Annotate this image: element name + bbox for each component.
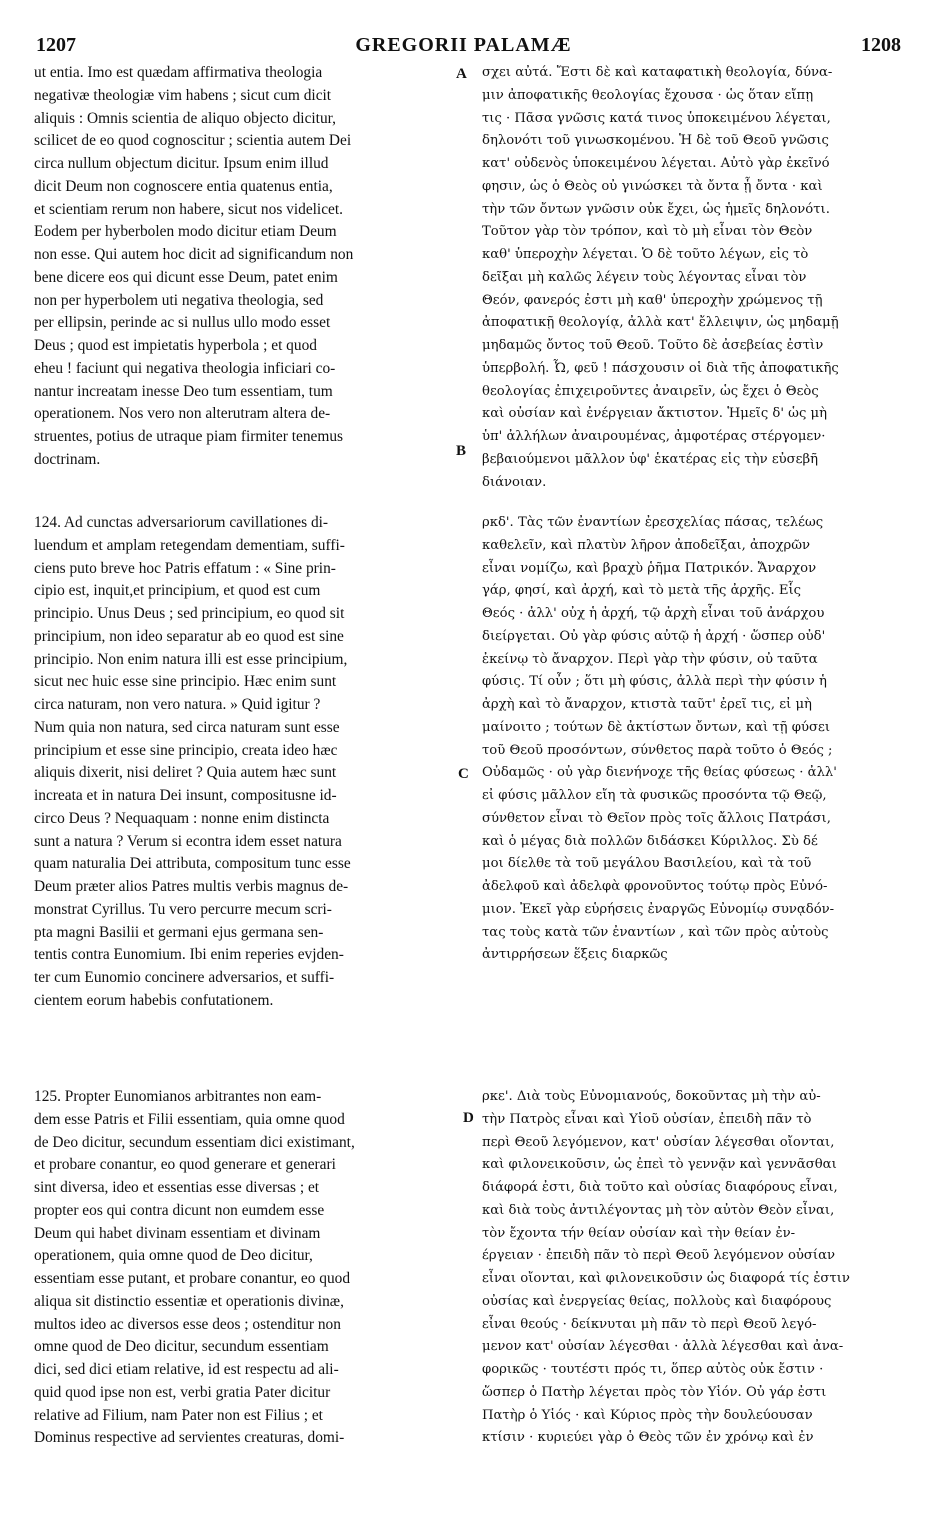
text-line: Eodem per hyberbolen modo dicitur etiam Deum: [34, 223, 337, 241]
greek-paragraph-1: [482, 62, 907, 494]
latin-paragraph-2: [34, 512, 452, 1013]
text-line: circa naturam, non vero natura. » Quid igitur ?: [34, 696, 321, 713]
text-line: struentes, potius de utraque piam firmiter tenemus: [34, 428, 344, 445]
text-line: Deum qui habet divinam essentiam et divinam: [34, 1224, 321, 1242]
text-line: τὴν τῶν ὄντων γνῶσιν οὐκ ἔχει, ὡς ἡμεῖς δηλονότι.: [482, 201, 830, 217]
text-line: μαίνοιτο ; τούτων δὲ ἀκτίστων ὄντων, καὶ τῇ φύσει: [482, 719, 830, 735]
text-line: κτίσιν · κυριεύει γὰρ ὁ Θεὸς τῶν ἐν χρόνῳ καὶ ἐν: [482, 1430, 814, 1446]
text-line: διάφορά ἐστι, διὰ τοῦτο καὶ οὐσίας διαφόρους εἶναι,: [482, 1180, 838, 1195]
text-line: Τοῦτον γὰρ τὸν τρόπον, καὶ τὸ μὴ εἶναι τὸν Θεὸν: [482, 224, 813, 240]
text-line: operationem, quia omne quod de Deo dicitur,: [34, 1247, 313, 1265]
text-line: Οὐδαμῶς · οὐ γὰρ διενήνοχε τῆς θείας φύσεως · ἀλλ': [482, 765, 837, 781]
text-line: circo Deus ? Nequaquam : nonne enim distincta: [34, 809, 330, 827]
text-line: omne quod de Deo dicitur, secundum essentiam: [34, 1338, 329, 1356]
text-line: circa nullum objectum dicitur. Ipsum enim illud: [34, 155, 329, 172]
text-line: bene dicere eos qui dicunt esse Deum, patet enim: [34, 268, 338, 286]
text-line: 125. Propter Eunomianos arbitrantes non eam-: [34, 1088, 322, 1105]
text-line: φησιν, ὡς ὁ Θεὸς οὐ γινώσκει τὰ ὄντα ᾗ ὄντα · καὶ: [482, 178, 823, 194]
latin-paragraph-3: [34, 1086, 452, 1450]
text-line: sunt a natura ? Verum si econtra idem esset natura: [34, 832, 342, 850]
text-line: dicit Deum non cognoscere entia quatenus entia,: [34, 177, 333, 195]
text-line: δεῖξαι μὴ καλῶς λέγειν τοὺς λέγοντας εἶναι τὸν: [482, 269, 807, 285]
page-number-left: 1207: [36, 34, 76, 56]
text-line: aliqua sit distinctio essentiæ et operationis divinæ,: [34, 1292, 344, 1310]
text-line: σύνθετον εἶναι τὸ Θεῖον πρὸς τοῖς ἄλλοις Πατράσι,: [482, 810, 831, 826]
text-line: τοῦ Θεοῦ προσόντων, σύνθετος παρὰ τοῦτο ὁ Θεός ;: [482, 742, 833, 758]
margin-marker-a: A: [456, 66, 467, 82]
text-line: luendum et amplam retegendam dementiam, suffi-: [34, 536, 345, 554]
text-line: διάνοιαν.: [482, 474, 547, 490]
text-line: aliquis : Omnis scientia de aliquo objecto dicitur,: [34, 109, 337, 127]
text-line: dem esse Patris et Filii essentiam, quia omne quod: [34, 1110, 345, 1128]
text-line: aliquis dixerit, nisi deliret ? Quia autem hæc sunt: [34, 764, 337, 782]
text-line: Deus ; quod est impietatis hyperbola ; et quod: [34, 337, 317, 354]
text-line: relative ad Filium, nam Pater non est Filius ; et: [34, 1406, 323, 1424]
text-line: μενον κατ' οὐσίαν λέγεσθαι · ἀλλὰ λέγεσθαι καὶ ἀνα-: [482, 1339, 844, 1355]
text-line: καθ' ὑπεροχὴν λέγεται. Ὁ δὲ τοῦτο λέγων, εἰς τὸ: [482, 247, 809, 262]
text-line: Deum præter alios Patres multis verbis magnus de-: [34, 878, 349, 895]
text-line: Dominus respective ad servientes creaturas, domi-: [34, 1429, 345, 1447]
text-line: οὐσίας καὶ ἐνεργείας θείας, πολλοὺς καὶ διαφόρους: [482, 1293, 832, 1309]
text-line: multos ideo ac diversos esse deos ; ostenditur non: [34, 1315, 341, 1333]
text-line: ter cum Eunomio concinere adversarios, et suffi-: [34, 969, 335, 986]
text-line: σχει αὐτά. Ἔστι δὲ καὶ καταφατικὴ θεολογία, δύνα-: [482, 65, 833, 80]
text-line: ἀρχὴ καὶ τὸ ἄναρχον, κτιστὰ ταῦτ' ἐρεῖ τις, εἰ μὴ: [482, 697, 812, 712]
text-line: κατ' οὐδενὸς ὑποκειμένου λέγεται. Αὐτὸ γὰρ ἐκεῖνό: [482, 156, 830, 171]
text-line: ut entia. Imo est quædam affirmativa theologia: [34, 64, 323, 81]
text-line: ρκδ'. Τὰς τῶν ἐναντίων ἐρεσχελίας πάσας, τελέως: [482, 515, 824, 530]
margin-marker-c: C: [458, 766, 469, 782]
text-line: θεολογίας ἐπιχειροῦντες ἀναιρεῖν, ὡς ἔχει ὁ Θεὸς: [482, 383, 819, 399]
text-line: Num quia non natura, sed circa naturam sunt esse: [34, 718, 340, 736]
text-line: scilicet de eo quod cognoscitur ; scientia autem Dei: [34, 132, 352, 150]
text-line: increata et in natura Dei insunt, compositusne id-: [34, 787, 337, 804]
text-line: propter eos qui contra dicunt non eumdem esse: [34, 1201, 325, 1219]
text-line: εἶναι οἴονται, καὶ φιλονεικοῦσιν ὡς διαφορά τίς ἐστιν: [482, 1271, 850, 1286]
text-line: essentiam esse putant, et probare conantur, eo quod: [34, 1270, 351, 1287]
text-line: nantur increatam inesse Deo tum essentiam, tum: [34, 382, 333, 400]
text-line: non per hyperbolem uti negativa theologia, sed: [34, 291, 324, 309]
text-line: quid quod ipse non est, verbi gratia Pater dicitur: [34, 1383, 331, 1401]
margin-marker-b: B: [456, 443, 467, 459]
text-line: μιον. Ἐκεῖ γὰρ εὑρήσεις ἐναργῶς Εὐνομίῳ συνᾳδόν-: [482, 901, 835, 917]
text-line: tentis contra Eunomium. Ibi enim reperies evjden-: [34, 946, 344, 964]
text-line: dici, sed dici etiam relative, id est respectu ad ali-: [34, 1361, 339, 1378]
text-line: τις · Πᾶσα γνῶσις κατά τινος ὑποκειμένου λέγεται,: [482, 110, 831, 126]
text-line: τὴν Πατρὸς εἶναι καὶ Υἱοῦ οὐσίαν, ἐπειδὴ πᾶν τὸ: [482, 1111, 812, 1127]
text-line: operationem. Nos vero non alterutram altera de-: [34, 405, 331, 423]
text-line: 124. Ad cunctas adversariorum cavillationes di-: [34, 514, 329, 531]
text-line: quam naturalia Dei attributa, compositum tunc esse: [34, 855, 351, 873]
text-line: ἀδελφοῦ καὶ ἀδελφὰ φρονοῦντος τούτῳ πρὸς Εὐνό-: [482, 879, 828, 894]
text-line: negativæ theologiæ vim habens ; sicut cum dicit: [34, 86, 332, 104]
text-line: pta magni Basilii et germani ejus germana sen-: [34, 923, 324, 941]
text-line: καὶ ὁ μέγας διὰ πολλῶν διδάσκει Κύριλλος. Σὺ δέ: [482, 833, 818, 849]
text-line: μηδαμῶς ὄντος τοῦ Θεοῦ. Τοῦτο δὲ ἀσεβείας ἐστὶν: [482, 338, 824, 353]
text-line: eheu ! faciunt qui negativa theologia inficiari co-: [34, 359, 336, 377]
text-line: sicut nec huic esse sine principio. Hæc enim sunt: [34, 673, 337, 691]
text-line: et probare conantur, eo quod generare et generari: [34, 1156, 336, 1174]
text-line: φύσις. Τί οὖν ; ὅτι μὴ φύσις, ἀλλὰ περὶ τὴν φύσιν ἡ: [482, 674, 827, 690]
text-line: principio. Non enim natura illi est esse principium,: [34, 650, 348, 668]
text-line: Πατὴρ ὁ Υἱός · καὶ Κύριος πρὸς τὴν δουλεύουσαν: [482, 1407, 813, 1423]
margin-marker-d: D: [463, 1110, 474, 1126]
text-line: principio. Unus Deus ; sed principium, eo quod sit: [34, 605, 345, 622]
text-line: ρκε'. Διὰ τοὺς Εὐνομιανούς, δοκοῦντας μὴ τὴν αὐ-: [482, 1089, 821, 1104]
text-line: doctrinam.: [34, 450, 101, 468]
page-number-right: 1208: [861, 34, 901, 56]
text-line: περὶ Θεοῦ λεγόμενον, κατ' οὐσίαν λέγεσθαι οἴονται,: [482, 1134, 835, 1150]
text-line: βεβαιούμενοι μᾶλλον ὑφ' ἑκατέρας εἰς τὴν εὐσεβῆ: [482, 451, 819, 467]
text-line: καθελεῖν, καὶ πλατὺν λῆρον ἀποδεῖξαι, ἀποχρῶν: [482, 537, 811, 553]
text-line: εἶναι θεούς · δείκνυται μὴ πᾶν τὸ περὶ Θεοῦ λεγό-: [482, 1316, 817, 1332]
text-line: μιν ἀποφατικῆς θεολογίας ἔχουσα · ὡς ὅταν εἴπῃ: [482, 87, 814, 103]
text-line: έργειαν · ἐπειδὴ πᾶν τὸ περὶ Θεοῦ λεγόμενον οὐσίαν: [482, 1248, 835, 1264]
text-line: cipio est, inquit,et principium, et quod est cum: [34, 582, 321, 600]
text-line: cientem eorum habebis confutationem.: [34, 991, 274, 1009]
text-line: εἶναι νομίζω, καὶ βραχὺ ῥῆμα Πατρικόν. Ἄναρχον: [482, 560, 817, 576]
greek-paragraph-3: [482, 1086, 907, 1450]
latin-paragraph-1: [34, 62, 452, 472]
running-title: GREGORII PALAMÆ: [355, 34, 572, 56]
text-line: ὑπερβολή. Ὦ, φεῦ ! πάσχουσιν οἱ διὰ τῆς ἀποφατικῆς: [482, 360, 839, 376]
text-line: de Deo dicitur, secundum essentiam dici existimant,: [34, 1133, 355, 1151]
text-line: ἀποφατικῇ θεολογίᾳ, ἀλλὰ κατ' ἔλλειψιν, ὡς μηδαμῇ: [482, 315, 839, 331]
text-line: principium, non ideo separatur ab eo quod est sine: [34, 627, 344, 645]
text-line: monstrat Cyrillus. Tu vero percurre mecum scri-: [34, 900, 332, 918]
text-line: φορικῶς · τουτέστι πρός τι, ὅπερ αὐτὸς οὐκ ἔστιν ·: [482, 1362, 824, 1377]
text-line: sint diversa, ideo et essentias esse diversas ; et: [34, 1179, 320, 1196]
text-line: τας τοὺς κατὰ τῶν ἐναντίων , καὶ τῶν πρὸς αὐτοὺς: [482, 924, 829, 940]
text-line: et scientiam rerum non habere, sicut nos videlicet.: [34, 200, 343, 218]
text-line: δηλονότι τοῦ γινωσκομένου. Ἡ δὲ τοῦ Θεοῦ γνῶσις: [482, 133, 829, 149]
text-line: principium et esse sine principio, creata ideo hæc: [34, 741, 338, 759]
text-line: ἐκείνῳ τὸ ἄναρχον. Περὶ γὰρ τὴν φύσιν, οὐ ταῦτα: [482, 651, 818, 667]
text-line: εἰ φύσις μᾶλλον εἴη τὰ φυσικῶς προσόντα τῷ Θεῷ,: [482, 788, 827, 803]
text-line: μοι δίελθε τὰ τοῦ μεγάλου Βασιλείου, καὶ τὰ τοῦ: [482, 856, 812, 872]
text-line: καὶ διὰ τοὺς ἀντιλέγοντας μὴ τὸν αὐτὸν Θεὸν εἶναι,: [482, 1202, 835, 1218]
text-line: τὸν ἔχοντα τήν θείαν οὐσίαν καὶ τὴν θείαν ἐν-: [482, 1225, 796, 1241]
text-line: ὥσπερ ὁ Πατὴρ λέγεται πρὸς τὸν Υἱόν. Οὐ γάρ ἐστι: [482, 1384, 827, 1400]
text-line: ciens puto breve hoc Patris effatum : « Sine prin-: [34, 559, 336, 577]
text-line: διείργεται. Οὐ γὰρ φύσις αὐτῷ ἡ ἀρχή · ὥσπερ οὐδ': [482, 628, 826, 644]
greek-paragraph-2: [482, 512, 907, 967]
text-line: γάρ, φησί, καὶ ἀρχή, καὶ τὸ μετὰ τῆς ἀρχῆς. Εἷς: [482, 583, 802, 599]
text-line: ἀντιρρήσεων ἕξεις διαρκῶς: [482, 947, 668, 963]
text-line: non esse. Qui autem hoc dicit ad significandum non: [34, 246, 354, 263]
text-line: ὑπ' ἀλλήλων ἀναιρουμένας, ἀμφοτέρας στέργομεν·: [482, 429, 826, 444]
text-line: Θεός · ἀλλ' οὐχ ἡ ἀρχή, τῷ ἀρχὴ εἶναι τοῦ ἀνάρχου: [482, 606, 825, 621]
text-line: καὶ οὐσίαν καὶ ἐνέργειαν ἄκτιστον. Ἡμεῖς δ' ὡς μὴ: [482, 406, 827, 422]
text-line: καὶ φιλονεικοῦσιν, ὡς ἐπεὶ τὸ γεννᾷν καὶ γεννᾶσθαι: [482, 1157, 837, 1173]
text-line: per ellipsin, perinde ac si nullus ullo modo esset: [34, 314, 331, 332]
text-line: Θεόν, φανερός ἐστι μὴ καθ' ὑπεροχὴν χρώμενος τῇ: [482, 292, 823, 308]
